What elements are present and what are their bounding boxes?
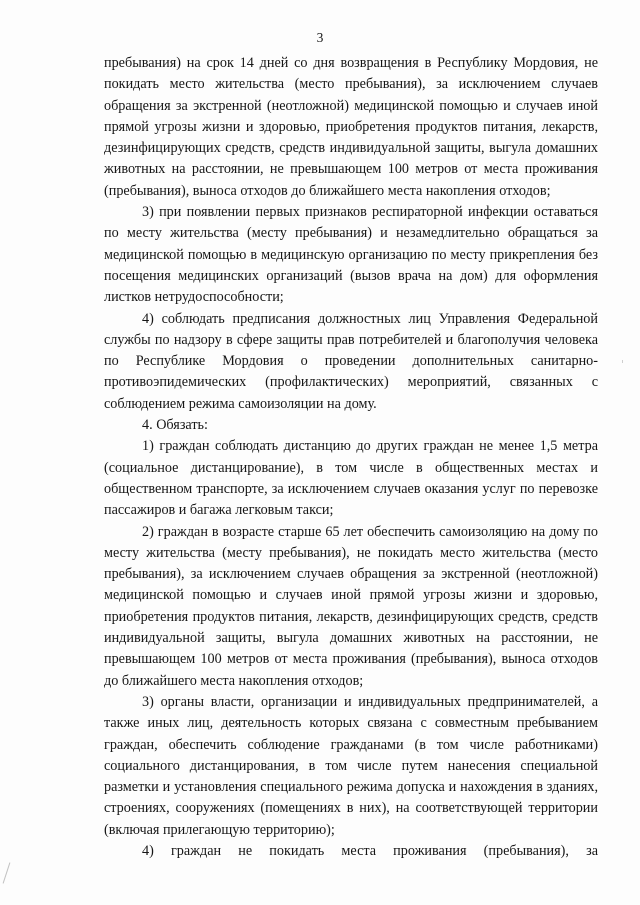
- paragraph-oblige-3: 3) органы власти, организации и индивидуальных предпринимателей, а также иных лиц, деятельность которых связана с совместным пребыванием граждан, обеспечить соблюдение гражданами (в том числе работниками) социального дистанцирования, в том числе путем нанесения специальной разметки и установления специального режима допуска и нахождения в зданиях, строениях, сооружениях (помещениях в них), на соответствующей территории (включая прилегающую территорию);: [104, 693, 598, 838]
- paragraph-oblige-4: 4) граждан не покидать места проживания (пребывания), за: [142, 842, 598, 859]
- page-number: 3: [316, 30, 324, 45]
- paragraph-continuation: пребывания) на срок 14 дней со дня возвращения в Республику Мордовия, не покидать место жительства (место пребывания), за исключением случаев обращения за экстренной (неотложной) медицинской помощью и случаев иной прямой угрозы жизни и здоровью, приобретения продуктов питания, лекарств, дезинфицирующих средств, средств индивидуальной защиты, выгула домашних животных на расстоянии, не превышающем 100 метров от места проживания (пребывания), выноса отходов до ближайшего места накопления отходов;: [104, 55, 598, 199]
- scan-mark-right: [622, 360, 623, 363]
- section-heading-4: 4. Обязать:: [142, 417, 208, 434]
- scan-mark-left: [3, 862, 11, 883]
- paragraph-item-3: 3) при появлении первых признаков респираторной инфекции оставаться по месту жительства (месту пребывания) и незамедлительно обращаться за медицинской помощью в медицинскую организацию по месту прикрепления без посещения медицинских организаций (вызов врача на дом) для оформления листков нетрудоспособности;: [104, 204, 598, 306]
- paragraph-item-4: 4) соблюдать предписания должностных лиц Управления Федеральной службы по надзору в сфере защиты прав потребителей и благополучия человека по Республике Мордовия о проведении дополнительных санитарно-противоэпидемических (профилактических) мероприятий, связанных с соблюдением режима самоизоляции на дому.: [104, 310, 598, 412]
- paragraph-oblige-2: 2) граждан в возрасте старше 65 лет обеспечить самоизоляцию на дому по месту жительства (месту пребывания), не покидать место жительства (место пребывания), за исключением случаев обращения за экстренной (неотложной) медицинской помощью и случаев иной прямой угрозы жизни и здоровью, приобретения продуктов питания, лекарств, дезинфицирующих средств, средств индивидуальной защиты, выгула домашних животных на расстоянии, не превышающем 100 метров от места проживания (пребывания), выноса отходов до ближайшего места накопления отходов;: [104, 523, 598, 689]
- paragraph-oblige-1: 1) граждан соблюдать дистанцию до других граждан не менее 1,5 метра (социальное дистанцирование), в том числе в общественных местах и общественном транспорте, за исключением случаев оказания услуг по перевозке пассажиров и багажа легковым такси;: [104, 438, 598, 519]
- document-body: [104, 53, 598, 862]
